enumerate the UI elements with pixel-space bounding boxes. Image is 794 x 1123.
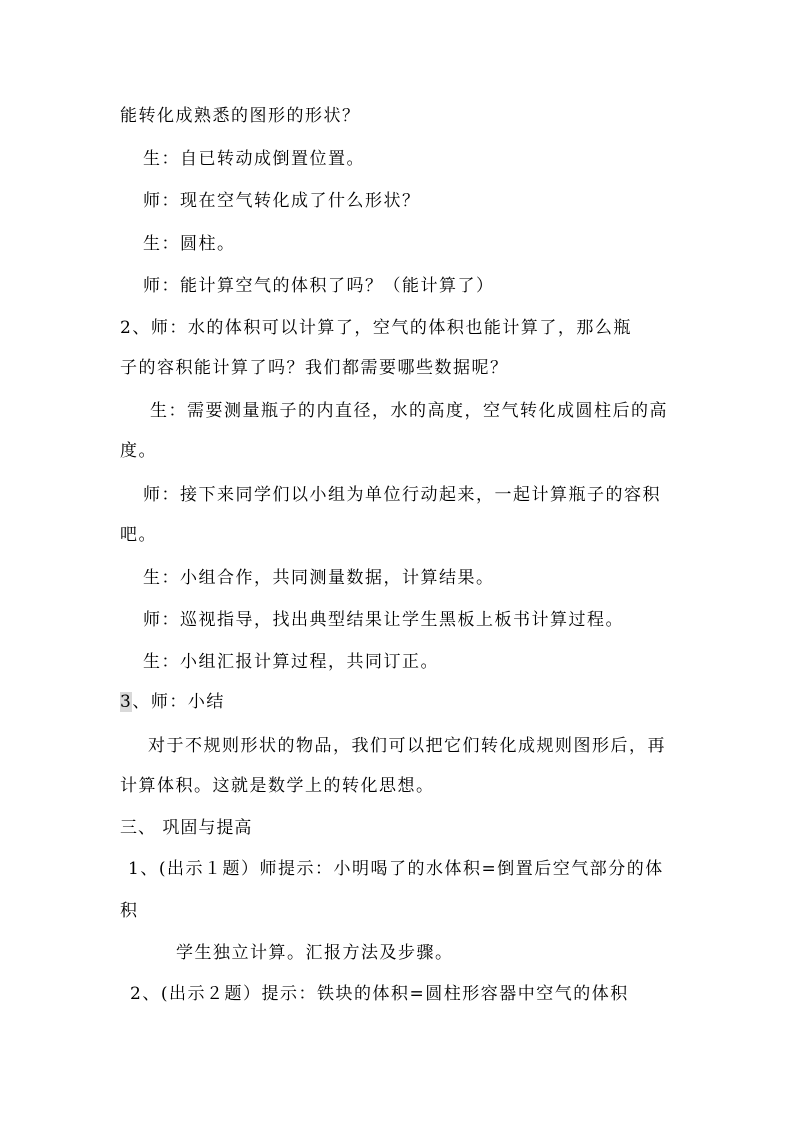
section-heading: 三、 巩固与提高	[120, 818, 253, 838]
text-line: 能转化成熟悉的图形的形状？	[120, 106, 361, 126]
text-line: 师：能计算空气的体积了吗？（能计算了）	[143, 276, 495, 296]
text-line: 生：自已转动成倒置位置。	[143, 149, 365, 169]
text-line: 计算体积。这就是数学上的转化思想。	[120, 776, 435, 796]
text-line: 学生独立计算。汇报方法及步骤。	[176, 943, 454, 963]
text-line: 子的容积能计算了吗？我们都需要哪些数据呢？	[120, 358, 509, 378]
text-line: 生：小组汇报计算过程，共同订正。	[143, 652, 439, 672]
text-line: 师：接下来同学们以小组为单位行动起来，一起计算瓶子的容积	[143, 485, 661, 505]
text-line: 2、师：水的体积可以计算了，空气的体积也能计算了，那么瓶	[120, 318, 632, 338]
text-line: 1、(出示１题）师提示：小明喝了的水体积=倒置后空气部分的体	[128, 859, 664, 879]
text-line: 生：小组合作，共同测量数据，计算结果。	[143, 568, 495, 588]
text-line: 师：现在空气转化成了什么形状？	[143, 191, 421, 211]
text-line: 积	[120, 901, 139, 921]
text-line: 对于不规则形状的物品，我们可以把它们转化成规则图形后，再	[148, 736, 666, 756]
heading-text: 、师：小结	[132, 692, 225, 712]
text-line: 2、(出示２题）提示：铁块的体积=圆柱形容器中空气的体积	[130, 984, 629, 1004]
text-line: 生：圆柱。	[143, 234, 236, 254]
text-line: 度。	[120, 441, 157, 461]
text-line: 吧。	[120, 525, 157, 545]
text-line: 师：巡视指导，找出典型结果让学生黑板上板书计算过程。	[143, 610, 624, 630]
numbered-heading	[120, 690, 225, 714]
text-line: 生：需要测量瓶子的内直径，水的高度，空气转化成圆柱后的高	[150, 401, 668, 421]
highlighted-number: 3	[120, 692, 133, 712]
